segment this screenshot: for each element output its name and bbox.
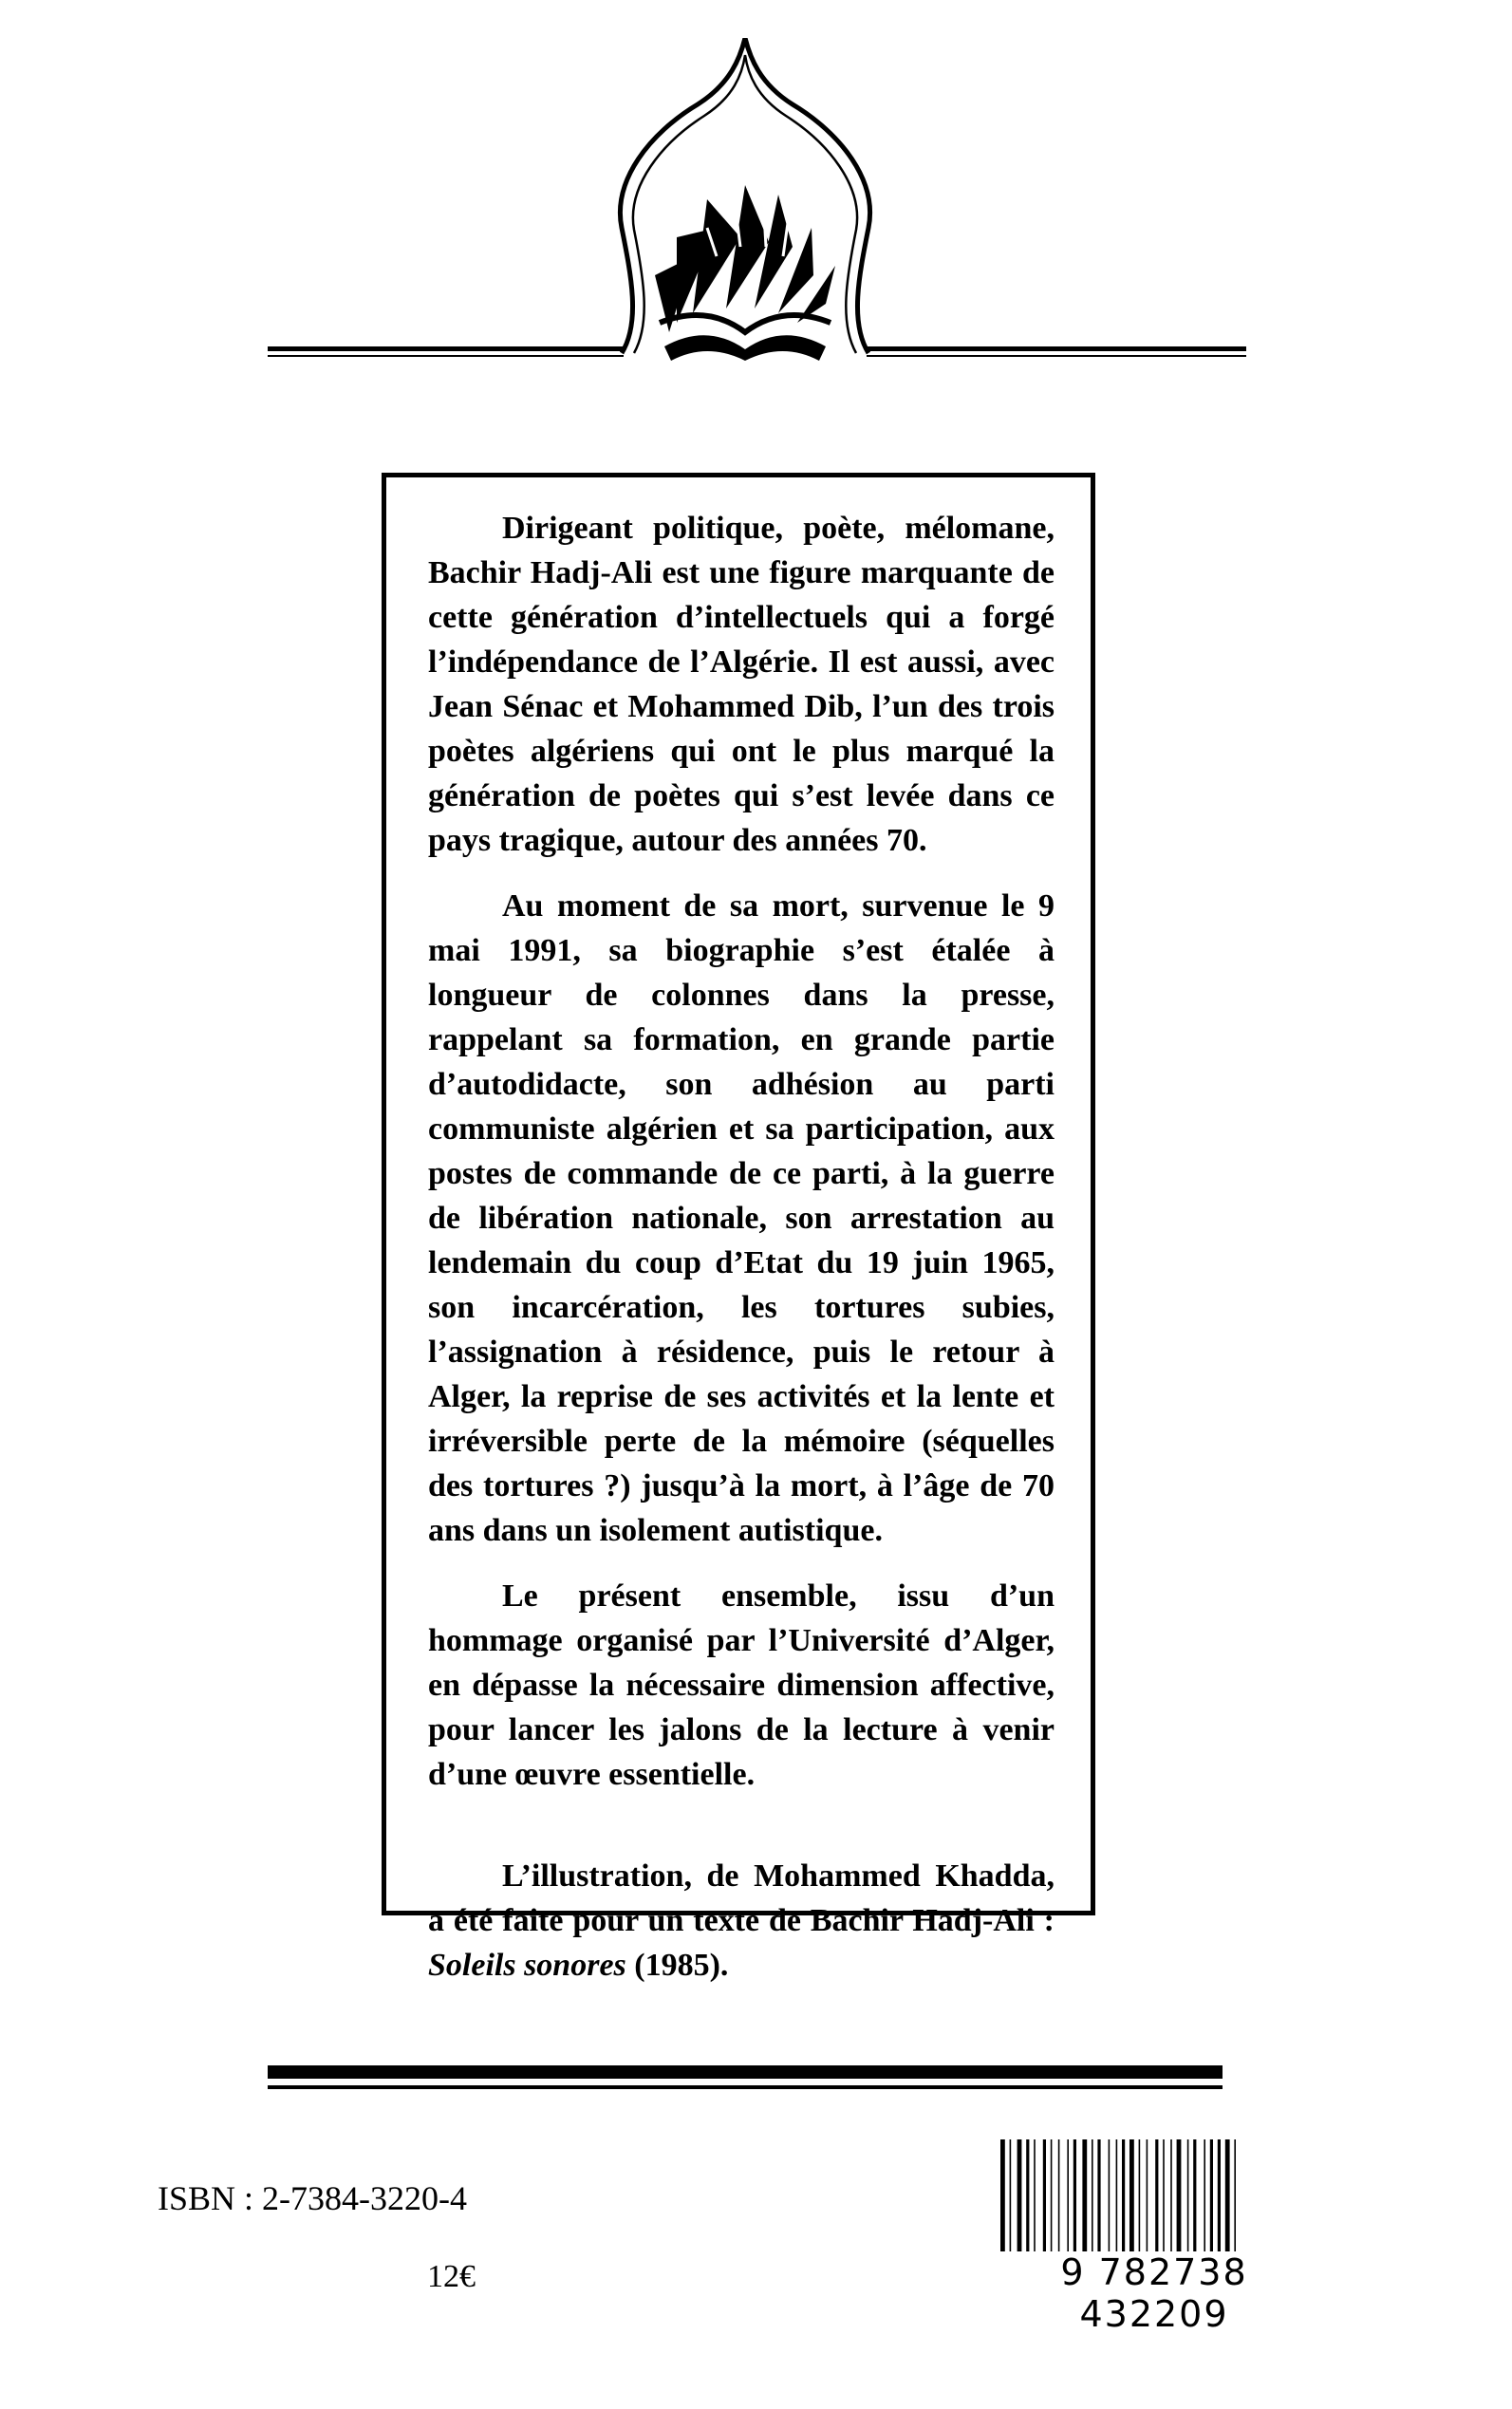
divider-thin (268, 2085, 1223, 2089)
credit-suffix: (1985). (625, 1948, 729, 1983)
credit-prefix: L’illustration, de Mohammed Khadda, a été faite pour un texte de Bachir Hadj-Ali : (428, 1858, 1055, 1938)
barcode-digits: 9 782738 432209 (993, 2251, 1316, 2335)
price: 12€ (427, 2259, 476, 2294)
summary-box (382, 473, 1095, 1983)
divider-thick (268, 2065, 1223, 2079)
credit-title: Soleils sonores (428, 1948, 626, 1983)
book-icon (655, 185, 835, 361)
isbn-number: ISBN : 2-7384-3220-4 (158, 2179, 467, 2217)
summary-paragraph-3: Le présent ensemble, issu d’un hommage organisé par l’Université d’Alger, en dépasse la nécessaire dimension affective, pour lancer les jalons de la lecture à venir d’une œuvre essentielle. (428, 1578, 1055, 1792)
summary-paragraph-1: Dirigeant politique, poète, mélomane, Bachir Hadj-Ali est une figure marquante de cette génération d’intellectuels qui a forgé l’indépendance de l’Algérie. Il est aussi, avec Jean Sénac et Mohammed Dib, l’un des trois poètes algériens qui ont le plus marqué la génération de poètes qui s’est levée dans ce pays tragique, autour des années 70. (428, 511, 1055, 858)
illustration-credit (428, 1854, 1055, 1988)
dome-ornament (256, 38, 1272, 380)
summary-paragraph-2: Au moment de sa mort, survenue le 9 mai 1991, sa biographie s’est étalée à longueur de colonnes dans la presse, rappelant sa formation, en grande partie d’autodidacte, son adhésion au parti communiste algérien et sa participation, aux postes de commande de ce parti, à la guerre de libération nationale, son arrestation au lendemain du coup d’Etat du 19 juin 1965, son incarcération, les tortures subies, l’assignation à résidence, puis le retour à Alger, la reprise de ses activités et la lente et irréversible perte de la mémoire (séquelles des tortures ?) jusqu’à la mort, à l’âge de 70 ans dans un isolement autistique. (428, 888, 1055, 1548)
